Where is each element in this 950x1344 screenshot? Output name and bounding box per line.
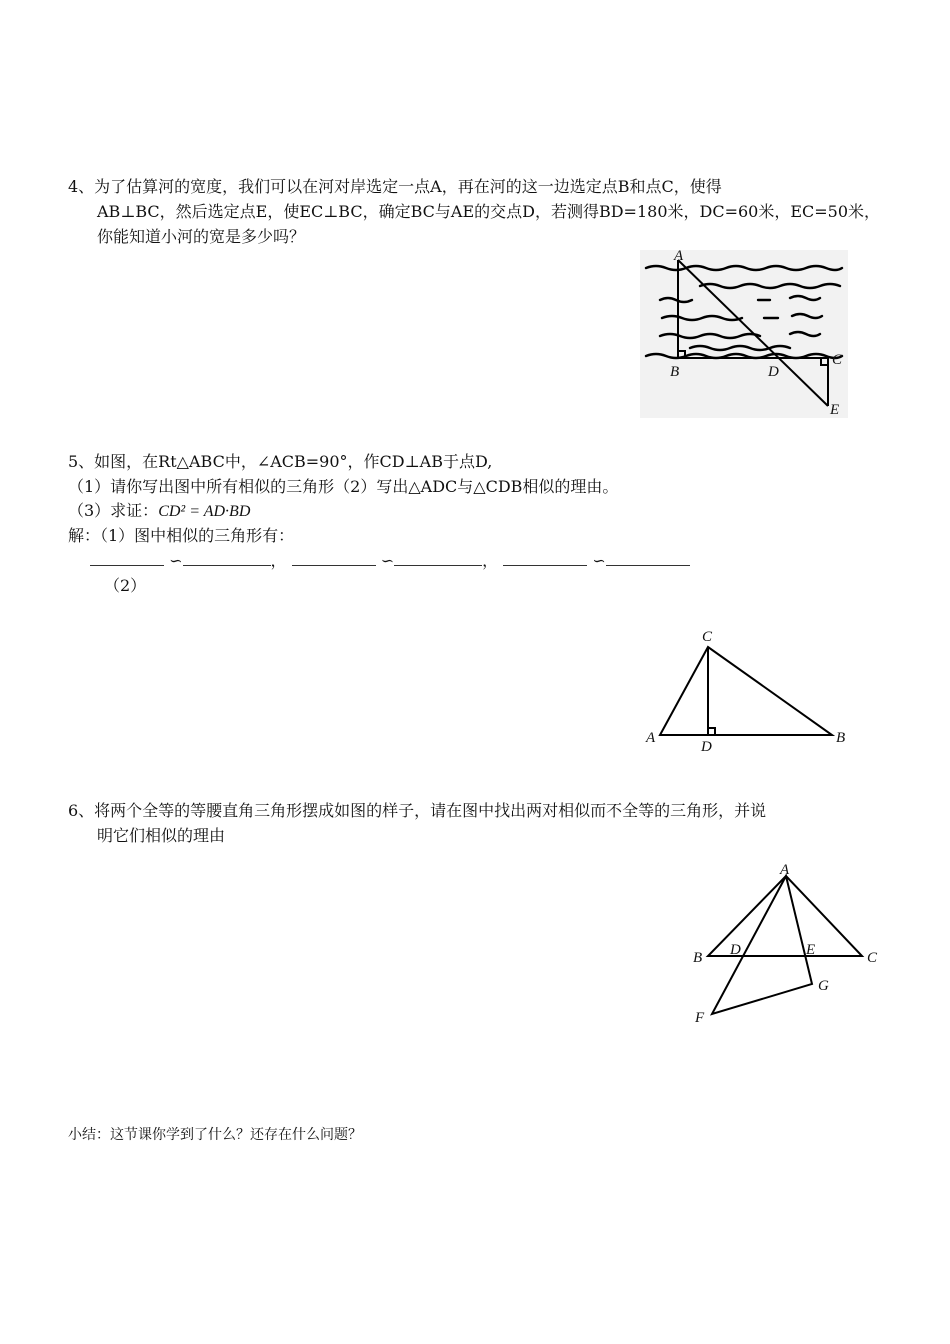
q5-label-A: A (646, 730, 656, 746)
q4-label-B: B (670, 364, 680, 380)
q4-line-3: 你能知道小河的宽是多少吗？ (97, 227, 306, 246)
q5-label-C: C (702, 629, 713, 645)
isosceles-triangles-figure (690, 862, 890, 1032)
similar-symbol: ∽ (169, 551, 183, 570)
q5-formula: CD² = AD·BD (158, 503, 251, 520)
q5-line-2: （1）请你写出图中所有相似的三角形（2）写出△ADC与△CDB相似的理由。 (68, 477, 619, 496)
q5-label-B: B (836, 730, 846, 746)
answer-blank[interactable] (90, 551, 164, 566)
right-triangle-figure (640, 625, 860, 755)
answer-blank[interactable] (503, 551, 587, 566)
q6-label-A: A (780, 862, 790, 878)
q4-label-C: C (832, 352, 843, 368)
q6-label-B: B (693, 950, 703, 966)
summary: 小结：这节课你学到了什么？还存在什么问题？ (68, 1127, 362, 1143)
q6-label-E: E (806, 942, 816, 958)
river-figure (640, 248, 850, 418)
q6-line-2: 明它们相似的理由 (97, 826, 226, 845)
q6-label-C: C (867, 950, 878, 966)
similar-symbol: ∽ (592, 551, 606, 570)
q6-label-G: G (818, 978, 829, 994)
answer-blank[interactable] (606, 551, 690, 566)
answer-blank[interactable] (183, 551, 271, 566)
answer-blank[interactable] (394, 551, 482, 566)
q4-label-D: D (768, 364, 779, 380)
answer-blank[interactable] (292, 551, 376, 566)
q5-answer-intro: 解：（1）图中相似的三角形有： (68, 526, 295, 545)
q5-line-1: 5、如图，在Rt△ABC中，∠ACB=90°，作CD⊥AB于点D, (68, 452, 493, 471)
comma: ， (482, 551, 499, 570)
q5-line-3 (68, 500, 250, 523)
comma: ， (270, 551, 287, 570)
q6-label-F: F (695, 1010, 705, 1026)
q5-label-D: D (701, 739, 712, 755)
q5-prove-label: （3）求证： (68, 501, 159, 520)
q5-similar-pairs (90, 550, 690, 572)
q4-label-E: E (830, 402, 840, 418)
q4-label-A: A (674, 248, 684, 264)
q6-label-D: D (730, 942, 741, 958)
q4-line-1: 4、为了估算河的宽度，我们可以在河对岸选定一点A，再在河的这一边选定点B和点C，使得 (68, 177, 722, 196)
q5-part2: （2） (104, 576, 147, 595)
q6-line-1: 6、将两个全等的等腰直角三角形摆成如图的样子，请在图中找出两对相似而不全等的三角形，并说 (68, 801, 767, 820)
similar-symbol: ∽ (380, 551, 395, 570)
q4-line-2: AB⊥BC，然后选定点E，使EC⊥BC，确定BC与AE的交点D，若测得BD=180米，DC=60米，EC=50米， (97, 202, 881, 221)
